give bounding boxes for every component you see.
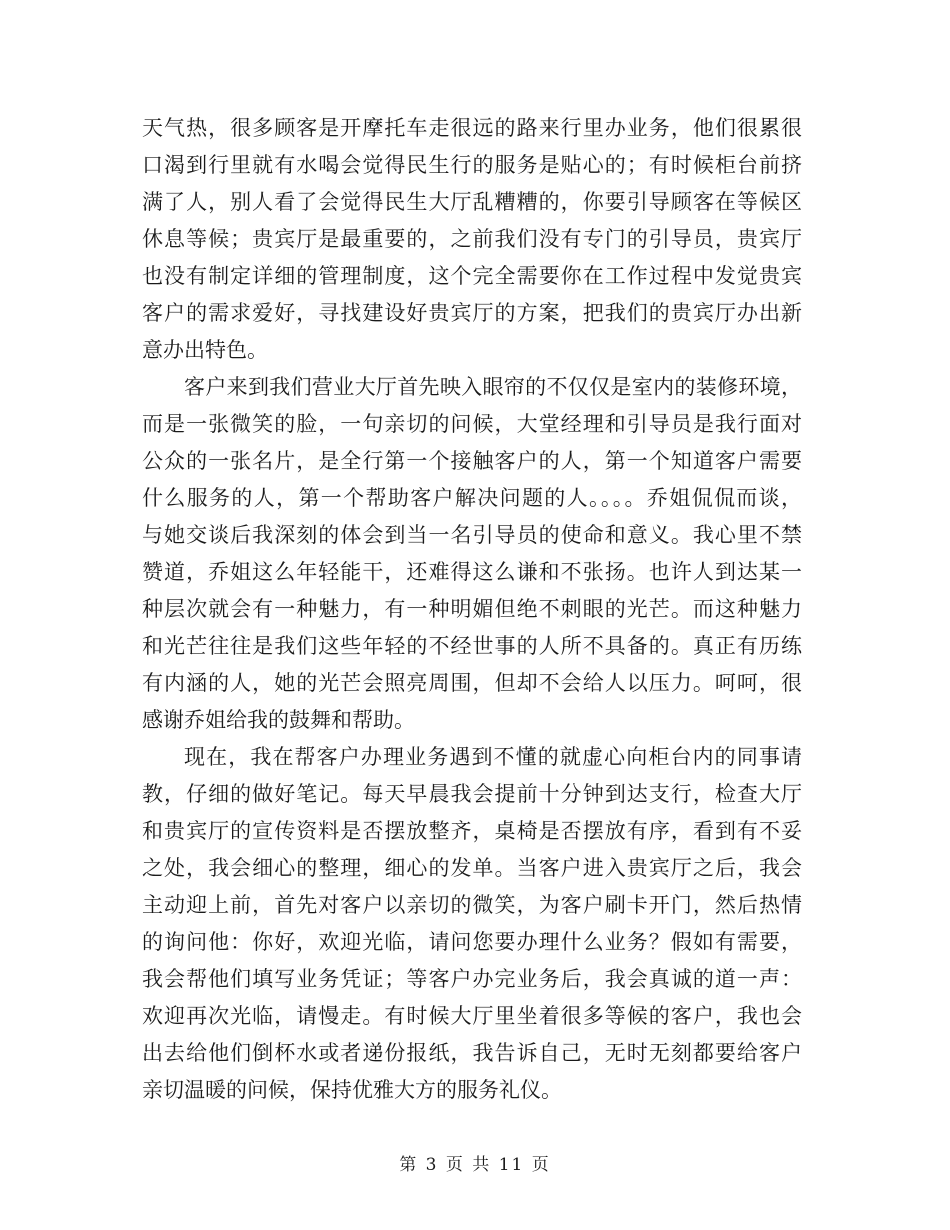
- text-line: 客户来到我们营业大厅首先映入眼帘的不仅仅是室内的装修环境，: [184, 375, 802, 399]
- text-line: 口渴到行里就有水喝会觉得民生行的服务是贴心的；有时候柜台前挤: [142, 153, 802, 177]
- text-line: 感谢乔姐给我的鼓舞和帮助。: [142, 708, 415, 732]
- text-line: 意办出特色。: [142, 338, 268, 362]
- text-line: 什么服务的人，第一个帮助客户解决问题的人。。。。乔姐侃侃而谈，: [142, 486, 802, 510]
- text-line: 现在，我在帮客户办理业务遇到不懂的就虚心向柜台内的同事请: [184, 745, 802, 769]
- text-line: 的询问他：你好，欢迎光临，请问您要办理什么业务？假如有需要，: [142, 930, 802, 954]
- text-line: 有内涵的人，她的光芒会照亮周围，但却不会给人以压力。呵呵，很: [142, 671, 802, 695]
- page-number-footer: 第 3 页 共 11 页: [399, 1155, 551, 1175]
- paragraph-2: [142, 369, 802, 739]
- document-body: [142, 110, 802, 1109]
- text-line: 休息等候；贵宾厅是最重要的，之前我们没有专门的引导员，贵宾厅: [142, 227, 802, 251]
- text-line: 出去给他们倒杯水或者递份报纸，我告诉自己，无时无刻都要给客户: [142, 1041, 802, 1065]
- text-line: 和贵宾厅的宣传资料是否摆放整齐，桌椅是否摆放有序，看到有不妥: [142, 819, 802, 843]
- text-line: 亲切温暖的问候，保持优雅大方的服务礼仪。: [142, 1078, 562, 1102]
- text-line: 主动迎上前，首先对客户以亲切的微笑，为客户刷卡开门，然后热情: [142, 893, 802, 917]
- text-line: 天气热，很多顾客是开摩托车走很远的路来行里办业务，他们很累很: [142, 116, 802, 140]
- text-line: 种层次就会有一种魅力，有一种明媚但绝不刺眼的光芒。而这种魅力: [142, 597, 802, 621]
- text-line: 我会帮他们填写业务凭证；等客户办完业务后，我会真诚的道一声：: [142, 967, 802, 991]
- text-line: 欢迎再次光临，请慢走。有时候大厅里坐着很多等候的客户，我也会: [142, 1004, 802, 1028]
- text-line: 公众的一张名片，是全行第一个接触客户的人，第一个知道客户需要: [142, 449, 802, 473]
- paragraph-3: [142, 739, 802, 1109]
- text-line: 客户的需求爱好，寻找建设好贵宾厅的方案，把我们的贵宾厅办出新: [142, 301, 802, 325]
- text-line: 满了人，别人看了会觉得民生大厅乱糟糟的，你要引导顾客在等候区: [142, 190, 802, 214]
- text-line: 而是一张微笑的脸，一句亲切的问候，大堂经理和引导员是我行面对: [142, 412, 802, 436]
- paragraph-1: [142, 110, 802, 369]
- text-line: 和光芒往往是我们这些年轻的不经世事的人所不具备的。真正有历练: [142, 634, 802, 658]
- text-line: 也没有制定详细的管理制度，这个完全需要你在工作过程中发觉贵宾: [142, 264, 802, 288]
- text-line: 之处，我会细心的整理，细心的发单。当客户进入贵宾厅之后，我会: [142, 856, 802, 880]
- text-line: 教，仔细的做好笔记。每天早晨我会提前十分钟到达支行，检查大厅: [142, 782, 802, 806]
- text-line: 赞道，乔姐这么年轻能干，还难得这么谦和不张扬。也许人到达某一: [142, 560, 802, 584]
- text-line: 与她交谈后我深刻的体会到当一名引导员的使命和意义。我心里不禁: [142, 523, 802, 547]
